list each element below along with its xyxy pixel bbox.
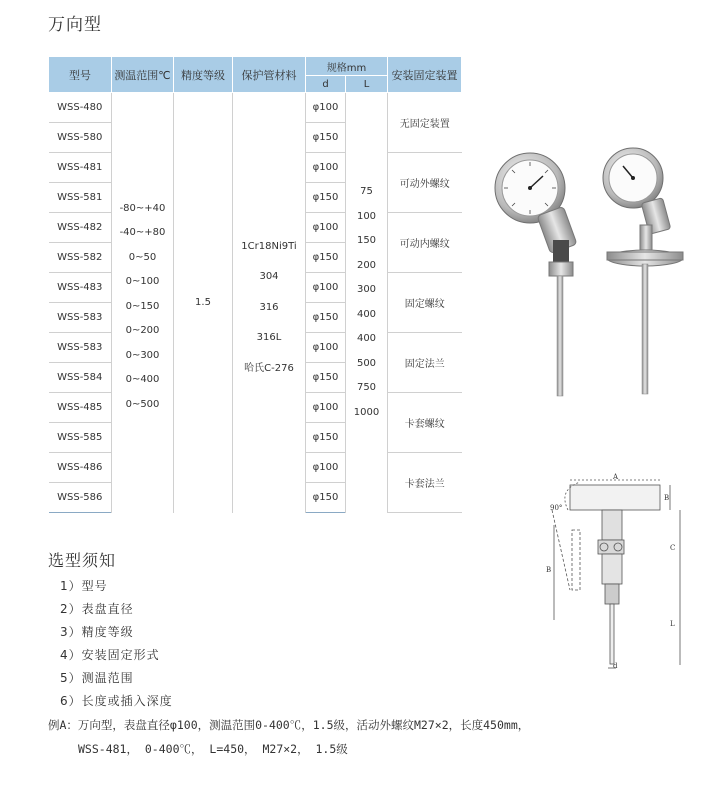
mount-cell: 无固定装置 [388,93,462,153]
list-item: 4）安装固定形式 [60,648,160,662]
model-cell: WSS-483 [49,273,112,303]
d-cell: φ100 [306,333,346,363]
model-cell: WSS-585 [49,423,112,453]
header-material: 保护管材料 [233,57,306,93]
selection-list [60,575,173,713]
header-mount: 安装固定装置 [388,57,462,93]
range-value: 0~50 [128,251,157,263]
selection-title: 选型须知 [48,551,117,570]
length-value: 75 [360,186,373,198]
header-d: d [306,76,346,93]
diagram-label-angle: 90° [550,504,563,512]
d-cell: φ100 [306,453,346,483]
range-value: 0~400 [125,374,160,385]
mount-cell: 可动内螺纹 [388,213,462,273]
header-range: 测温范围℃ [112,57,174,93]
d-cell: φ100 [306,153,346,183]
dimension-diagram [540,470,720,680]
thermometer-left [495,153,577,396]
model-cell: WSS-580 [49,123,112,153]
range-value: 0~200 [125,325,160,336]
d-cell: φ150 [306,183,346,213]
diagram-label-d: d [613,662,618,670]
length-value: 400 [356,308,377,320]
mount-cell: 卡套法兰 [388,453,462,513]
d-cell: φ150 [306,483,346,513]
d-cell: φ100 [306,93,346,123]
d-cell: φ100 [306,273,346,303]
list-item: 2）表盘直径 [60,602,134,616]
header-L: L [346,76,388,93]
material-cell [233,93,306,513]
range-value: -80~+40 [119,202,166,214]
range-value: 0~150 [125,300,160,312]
model-cell: WSS-586 [49,483,112,513]
list-item: 6）长度或插入深度 [60,694,173,708]
list-item: 1）型号 [60,579,108,593]
example-text [48,715,529,759]
d-cell: φ150 [306,123,346,153]
length-value: 1000 [353,406,380,418]
diagram-label-b-side: B [546,566,552,574]
range-value: 0~100 [125,276,160,287]
d-cell: φ150 [306,303,346,333]
d-cell: φ150 [306,423,346,453]
mount-cell: 固定法兰 [388,333,462,393]
list-item: 3）精度等级 [60,625,134,639]
length-cell [346,93,388,513]
page-title: 万向型 [48,15,102,35]
d-cell: φ150 [306,243,346,273]
range-value: -40~+80 [119,227,166,238]
material-value: 316 [259,301,279,313]
d-cell: φ100 [306,393,346,423]
model-cell: WSS-482 [49,213,112,243]
model-cell: WSS-480 [49,93,112,123]
header-model: 型号 [49,57,112,93]
d-cell: φ100 [306,213,346,243]
model-cell: WSS-481 [49,153,112,183]
material-value: 哈氏C-276 [244,362,294,374]
header-accuracy: 精度等级 [174,57,233,93]
mount-cell: 可动外螺纹 [388,153,462,213]
model-cell: WSS-485 [49,393,112,423]
length-value: 200 [356,259,377,271]
length-value: 100 [356,210,377,222]
material-value: 1Cr18Ni9Ti [241,240,297,252]
model-cell: WSS-584 [49,363,112,393]
length-value: 300 [356,284,377,296]
example-line-2: WSS-481， 0-400℃， L=450， M27×2， 1.5级 [78,742,348,756]
header-spec: 规格mm [306,57,388,76]
spec-table [48,56,462,513]
length-value: 750 [356,382,377,394]
list-item: 5）测温范围 [60,671,134,685]
length-value: 500 [356,357,377,369]
range-cell [112,93,174,513]
model-cell: WSS-583 [49,333,112,363]
diagram-label-l: L [670,620,675,628]
thermometer-right [603,148,683,394]
range-value: 0~500 [125,398,160,410]
d-cell: φ150 [306,363,346,393]
model-cell: WSS-583 [49,303,112,333]
length-value: 400 [356,333,377,345]
product-photo [485,140,710,410]
range-value: 0~300 [125,349,160,361]
model-cell: WSS-582 [49,243,112,273]
diagram-label-b-top: B [664,494,670,502]
material-value: 304 [259,271,279,282]
material-value: 316L [256,332,282,343]
model-cell: WSS-486 [49,453,112,483]
accuracy-cell: 1.5 [174,93,233,513]
model-cell: WSS-581 [49,183,112,213]
diagram-label-a: A [613,473,619,481]
mount-cell: 固定螺纹 [388,273,462,333]
diagram-label-c: C [670,544,676,552]
mount-cell: 卡套螺纹 [388,393,462,453]
example-line-1: 例A：万向型，表盘直径φ100，测温范围0-400℃，1.5级，活动外螺纹M27×2，长度450mm， [48,718,530,732]
length-value: 150 [356,235,377,247]
